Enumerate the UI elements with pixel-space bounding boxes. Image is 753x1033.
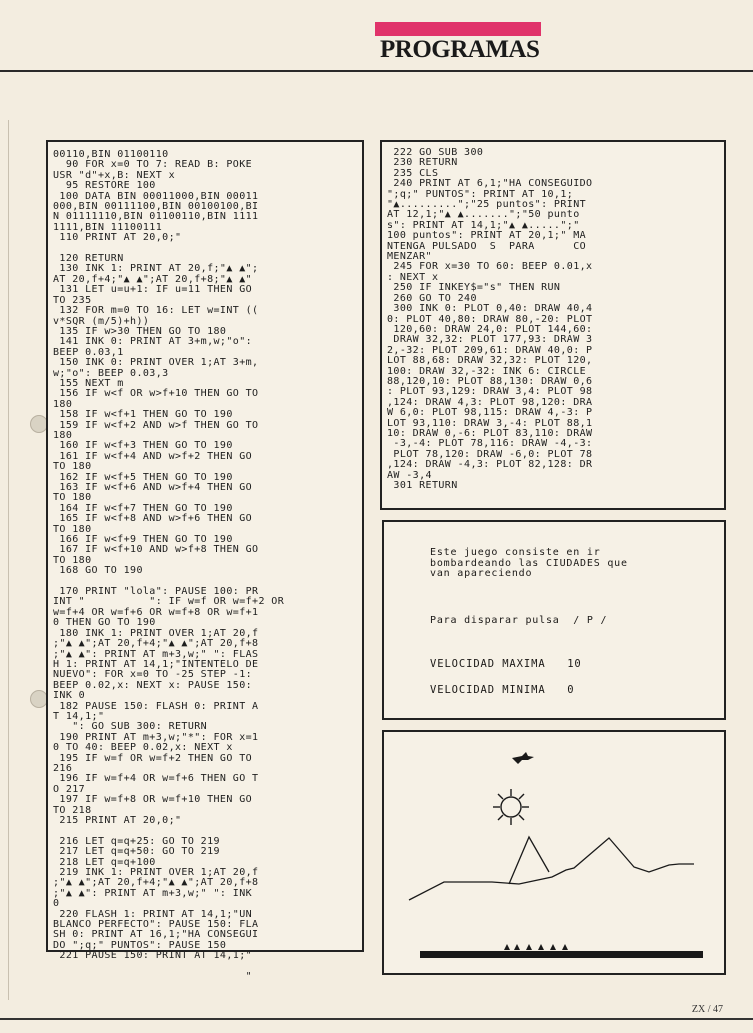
ground-bar — [420, 951, 703, 958]
plane-icon — [512, 752, 534, 764]
page-number: ZX / 47 — [691, 1004, 723, 1015]
instructions-line: Este juego consiste en ir — [430, 547, 601, 558]
mountain-outline — [409, 838, 694, 900]
max-speed: VELOCIDAD MAXIMA 10 — [430, 658, 582, 670]
header-accent-bar — [375, 22, 541, 36]
instructions-line: bombardeando las CIUDADES que — [430, 557, 628, 569]
binder-line — [8, 120, 9, 1000]
header-rule — [0, 70, 753, 72]
left-code-listing — [46, 140, 364, 983]
game-scene — [384, 732, 724, 973]
min-speed: VELOCIDAD MINIMA 0 — [430, 684, 575, 696]
page-title: PROGRAMAS — [380, 36, 540, 63]
left-code-text: 00110,BIN 01100110 90 FOR x=0 TO 7: READ B: POKE USR "d"+x,B: NEXT x 95 RESTORE 100 100 DATA BIN 00011000,BIN 00011 000,BIN 00111100,BIN 00100100,BI N 01111110,BIN 01100110,BIN 1111 1111,BIN 11100111 110 PRINT AT 20,0;" 120 RETURN 130 INK 1: PRINT AT 20,f;"▲ ▲"; AT 20,f+4;"▲ ▲";AT 20,f+8;"▲ ▲" 131 LET u=u+1: IF u=11 THEN GO TO 235 132 FOR m=0 TO 16: LET w=INT (( v*SQR (m/5)+h)) 135 IF w>30 THEN GO TO 180 141 INK 0: PRINT AT 3+m,w;"o": BEEP 0.03,1 150 INK 0: PRINT OVER 1;AT 3+m, w;"o": BEEP 0.03,3 155 NEXT m 156 IF w<f OR w>f+10 THEN GO TO 180 158 IF w<f+1 THEN GO TO 190 159 IF w<f+2 AND w>f THEN GO TO 180 160 IF w<f+3 THEN GO TO 190 161 IF w<f+4 AND w>f+2 THEN GO TO 180 162 IF w<f+5 THEN GO TO 190 163 IF w<f+6 AND w>f+4 THEN GO TO 180 164 IF w<f+7 THEN GO TO 190 165 IF w<f+8 AND w>f+6 THEN GO TO 180 166 IF w<f+9 THEN GO TO 190 167 IF w<f+10 AND w>f+8 THEN GO TO 180 168 GO TO 190 170 PRINT "lola": PAUSE 100: PR INT " ": IF w=f OR w=f+2 OR w=f+4 OR w=f+6 OR w=f+8 OR w=f+1 0 THEN GO TO 190 180 INK 1: PRINT OVER 1;AT 20,f ;"▲ ▲";AT 20,f+4;"▲ ▲";AT 20,f+8 ;"▲ ▲": PRINT AT m+3,w;" ": FLAS H 1: PRINT AT 14,1;"INTENTELO DE NUEVO": FOR x=0 TO -25 STEP -1: BEEP 0.02,x: NEXT x: PAUSE 150: INK 0 182 PAUSE 150: FLASH 0: PRINT A T 14,1;" ": GO SUB 300: RETURN 190 PRINT AT m+3,w;"*": FOR x=1 0 TO 40: BEEP 0.02,x: NEXT x 195 IF w=f OR w=f+2 THEN GO TO 216 196 IF w=f+4 OR w=f+6 THEN GO T O 217 197 IF w=f+8 OR w=f+10 THEN GO TO 218 215 PRINT AT 20,0;" 216 LET q=q+25: GO TO 219 217 LET q=q+50: GO TO 219 218 LET q=q+100 219 INK 1: PRINT OVER 1;AT 20,f ;"▲ ▲";AT 20,f+4;"▲ ▲";AT 20,f+8 ;"▲ ▲": PRINT AT m+3,w;" ": INK 0 220 FLASH 1: PRINT AT 14,1;"UN BLANCO PERFECTO": PAUSE 150: FLA SH 0: PRINT AT 16,1;"HA CONSEGUI DO ";q;" PUNTOS": PAUSE 150 221 PAUSE 150: PRINT AT 14,1;" " — [53, 149, 285, 983]
game-screen — [382, 730, 726, 975]
right-code-listing — [380, 140, 726, 510]
sun-icon — [493, 789, 529, 825]
instructions-screen — [382, 520, 726, 720]
footer-rule — [0, 1018, 753, 1020]
mountain-peak — [509, 837, 549, 884]
city-icon — [504, 944, 568, 950]
right-code-text: 222 GO SUB 300 230 RETURN 235 CLS 240 PRINT AT 6,1;"HA CONSEGUIDO ";q;" PUNTOS": PRINT AT 10,1; "▲.........";"25 puntos": PRINT AT 12,1;"▲ ▲.......";"50 punto s": PRINT AT 14,1;"▲ ▲.....";" 100 puntos": PRINT AT 20,1;" MA NTENGA PULSADO S PARA CO MENZAR" 245 FOR x=30 TO 60: BEEP 0.01,x : NEXT x 250 IF INKEY$="s" THEN RUN 260 GO TO 240 300 INK 0: PLOT 0,40: DRAW 40,4 0: PLOT 40,80: DRAW 80,-20: PLOT 120,60: DRAW 24,0: PLOT 144,60: DRAW 32,32: PLOT 177,93: DRAW 3 2,-32: PLOT 209,61: DRAW 40,0: P LOT 88,68: DRAW 32,32: PLOT 120, 100: DRAW 32,-32: INK 6: CIRCLE 88,120,10: PLOT 88,130: DRAW 0,6 : PLOT 93,129: DRAW 3,4: PLOT 98 ,124: DRAW 4,3: PLOT 98,120: DRA W 6,0: PLOT 98,115: DRAW 4,-3: P LOT 93,110: DRAW 3,-4: PLOT 88,1 10: DRAW 0,-6: PLOT 83,110: DRAW -3,-4: PLOT 78,116: DRAW -4,-3: PLOT 78,120: DRAW -6,0: PLOT 78 ,124: DRAW -4,3: PLOT 82,128: DR AW -3,4 301 RETURN — [387, 147, 593, 491]
fire-instruction: Para disparar pulsa / P / — [430, 614, 608, 626]
instructions-line: van apareciendo — [430, 568, 533, 579]
